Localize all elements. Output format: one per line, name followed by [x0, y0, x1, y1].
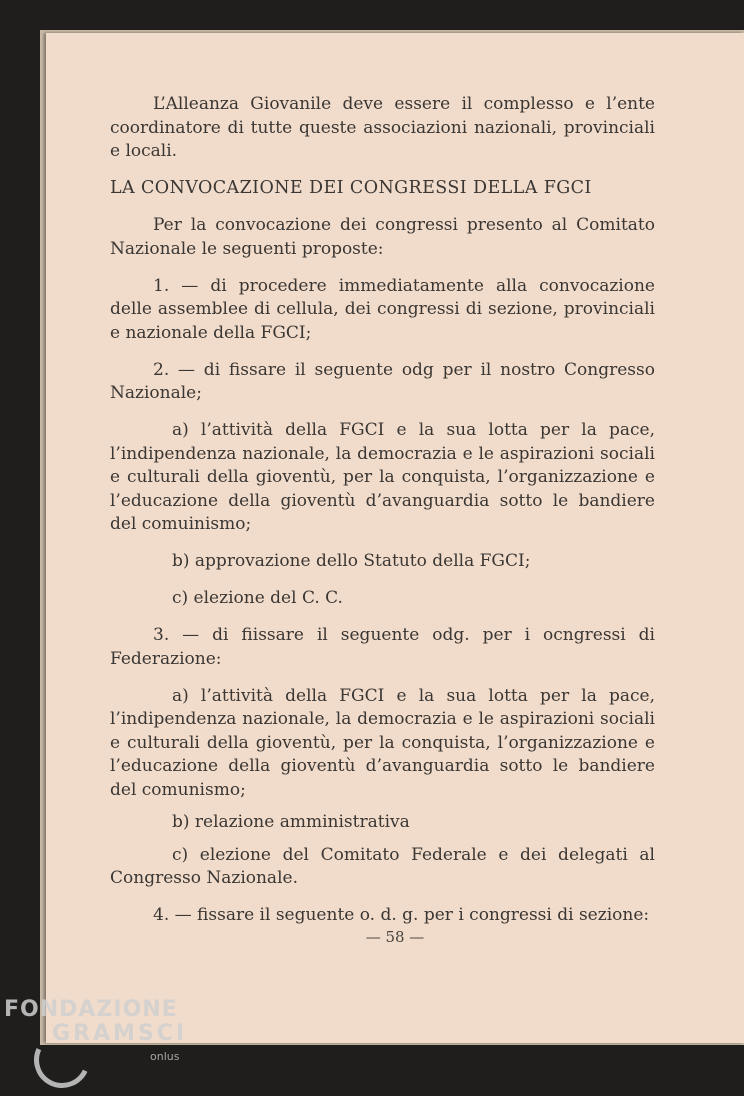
proposal-2: 2. — di fissare il seguente odg per il nostro Congresso Nazionale; [110, 359, 655, 403]
proposal-2-item-a: a) l’attività della FGCI e la sua lotta per la pace, l’indipendenza nazionale, la democrazia e le aspirazioni sociali e culturali della gioventù, per la conquista, l’organizzazione e l’educazione della gioventù d’avanguardia sotto le bandiere del comuinismo; [110, 420, 655, 534]
proposal-4: 4. — fissare il seguente o. d. g. per i congressi di sezione: [153, 905, 650, 925]
watermark-line-1: FONDAZIONE [4, 997, 178, 1022]
proposal-2-item-b: b) approvazione dello Statuto della FGCI; [172, 551, 531, 571]
proposal-3-item-a: a) l’attività della FGCI e la sua lotta per la pace, l’indipendenza nazionale, la democrazia e le aspirazioni sociali e culturali della gioventù, per la conquista, l’organizzazione e l’educazione della gioventù d’avanguardia sotto le bandiere del comunismo; [110, 685, 655, 800]
section-heading: LA CONVOCAZIONE DEI CONGRESSI DELLA FGCI [110, 178, 592, 198]
proposal-3-item-c: c) elezione del Comitato Federale e dei delegati al Congresso Nazionale. [110, 844, 655, 888]
paragraph-alleanza: L’Alleanza Giovanile deve essere il complesso e l’ente coordinatore di tutte queste associazioni nazionali, provinciali e locali. [110, 94, 655, 161]
proposal-2-item-c: c) elezione del C. C. [172, 588, 343, 608]
proposal-3-item-b: b) relazione amministrativa [172, 812, 410, 832]
proposal-3: 3. — di fiissare il seguente odg. per i ocngressi di Federazione: [110, 625, 655, 669]
page-number: — 58 — [365, 928, 425, 946]
proposal-1: 1. — di procedere immediatamente alla convocazione delle assemblee di cellula, dei congressi di sezione, provinciali e nazionale della FGCI; [110, 275, 655, 343]
watermark-onlus: onlus [150, 1050, 180, 1063]
watermark-line-2: GRAMSCI [52, 1021, 188, 1046]
page-text [110, 93, 655, 941]
fondazione-gramsci-watermark [4, 997, 188, 1063]
paragraph-proposte: Per la convocazione dei congressi presento al Comitato Nazionale le seguenti proposte: [110, 215, 655, 259]
